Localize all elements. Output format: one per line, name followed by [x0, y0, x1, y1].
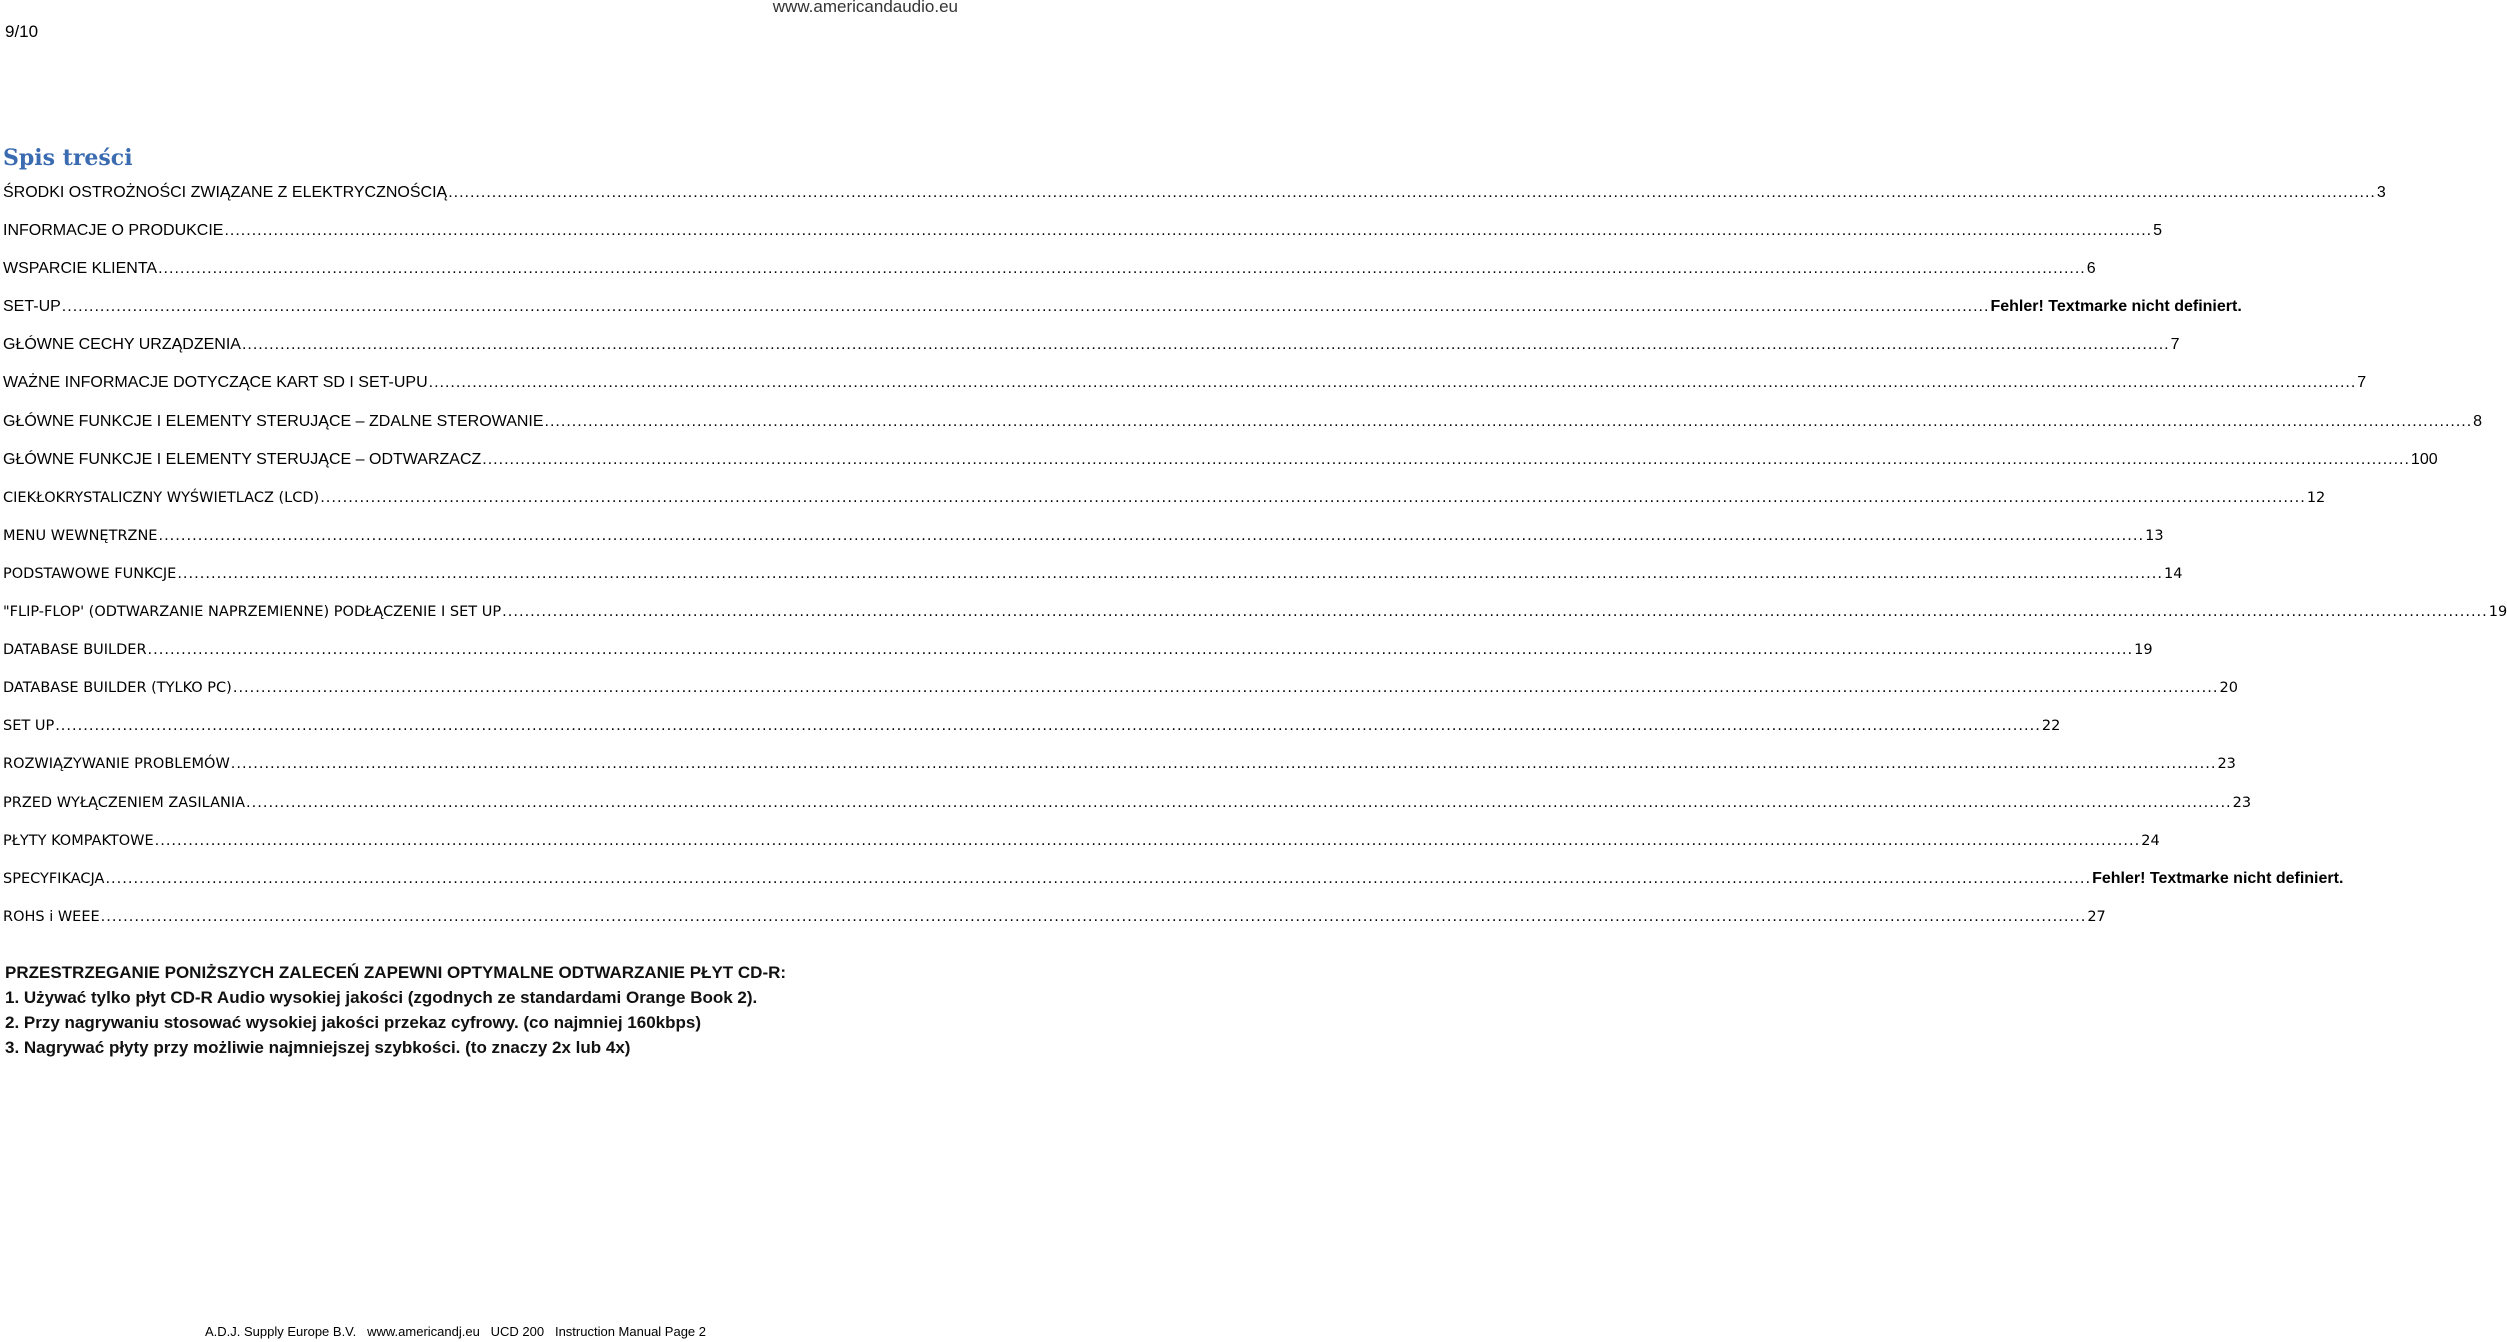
toc-entry[interactable] [3, 745, 2236, 783]
toc-entry[interactable] [3, 593, 2507, 631]
toc-entry[interactable] [3, 288, 2242, 326]
toc-entry-page: 6 [2086, 260, 2096, 278]
toc-entry[interactable] [3, 174, 2386, 212]
toc-entry[interactable] [3, 212, 2163, 250]
toc-entry-label: PŁYTY KOMPAKTOWE [3, 832, 154, 849]
toc-leader-dots [62, 288, 1990, 326]
table-of-contents [3, 174, 2507, 936]
toc-entry-page: 7 [2357, 374, 2367, 392]
toc-entry-page: 100 [2410, 450, 2438, 468]
toc-entry-label: PRZED WYŁĄCZENIEM ZASILANIA [3, 794, 246, 811]
toc-leader-dots [158, 250, 2086, 288]
toc-entry-page: 3 [2376, 184, 2386, 201]
toc-entry[interactable] [3, 898, 2106, 936]
toc-entry-page: 23 [2217, 756, 2236, 773]
toc-entry-label: MENU WEWNĘTRZNE [3, 527, 158, 544]
toc-entry-page-error: Fehler! Textmarke nicht definiert. [1990, 298, 2242, 316]
toc-entry-label: DATABASE BUILDER (TYLKO PC) [3, 680, 232, 697]
toc-leader-dots [429, 364, 2357, 402]
toc-entry[interactable] [3, 479, 2326, 517]
toc-entry-page: 12 [2306, 489, 2326, 506]
toc-leader-dots [224, 212, 2152, 250]
notice-line: 1. Używać tylko płyt CD-R Audio wysokiej jakości (zgodnych ze standardami Orange Book 2). [5, 988, 758, 1007]
toc-entry-page: 27 [2087, 908, 2106, 925]
toc-entry-label: INFORMACJE O PRODUKCIE [3, 222, 224, 240]
notice-line: 3. Nagrywać płyty przy możliwie najmniejszej szybkości. (to znaczy 2x lub 4x) [5, 1038, 631, 1057]
toc-leader-dots [105, 860, 2091, 898]
toc-entry-label: GŁÓWNE FUNKCJE I ELEMENTY STERUJĄCE – ZDALNE STEROWANIE [3, 412, 544, 430]
toc-leader-dots [231, 745, 2217, 783]
toc-leader-dots [101, 898, 2087, 936]
toc-entry-label: ROHS i WEEE [3, 908, 100, 925]
toc-entry-label: WSPARCIE KLIENTA [3, 260, 158, 278]
toc-leader-dots [320, 479, 2306, 517]
toc-entry-label: ŚRODKI OSTROŻNOŚCI ZWIĄZANE Z ELEKTRYCZNOŚCIĄ [3, 184, 448, 201]
notice-heading: PRZESTRZEGANIE PONIŻSZYCH ZALECEŃ ZAPEWNI OPTYMALNE ODTWARZANIE PŁYT CD-R: [5, 963, 787, 982]
toc-leader-dots [158, 517, 2144, 555]
toc-leader-dots [545, 403, 2473, 441]
notice-line: 2. Przy nagrywaniu stosować wysokiej jakości przekaz cyfrowy. (co najmniej 160kbps) [5, 1013, 702, 1032]
toc-entry[interactable] [3, 555, 2183, 593]
toc-entry-label: SET UP [3, 718, 55, 735]
toc-entry-label: PODSTAWOWE FUNKCJE [3, 565, 177, 582]
page-footer: A.D.J. Supply Europe B.V. www.americandj.eu UCD 200 Instruction Manual Page 2 [205, 1324, 706, 1339]
toc-entry-label: SPECYFIKACJA [3, 870, 105, 887]
toc-leader-dots [246, 784, 2232, 822]
toc-entry-label: GŁÓWNE FUNKCJE I ELEMENTY STERUJĄCE – ODTWARZACZ [3, 450, 482, 468]
toc-entry-page: 23 [2232, 794, 2252, 811]
toc-entry-page: 5 [2153, 222, 2163, 240]
toc-entry-label: GŁÓWNE CECHY URZĄDZENIA [3, 336, 241, 354]
toc-entry-page: 20 [2219, 680, 2238, 697]
toc-entry-label: CIEKŁOKRYSTALICZNY WYŚWIETLACZ (LCD) [3, 489, 320, 506]
toc-entry-label: "FLIP-FLOP' (ODTWARZANIE NAPRZEMIENNE) PODŁĄCZENIE I SET UP [3, 604, 502, 621]
toc-title: Spis treści [3, 145, 133, 171]
toc-entry-label: ROZWIĄZYWANIE PROBLEMÓW [3, 756, 230, 773]
toc-entry-page: 19 [2488, 604, 2507, 621]
toc-entry[interactable] [3, 707, 2061, 745]
toc-entry[interactable] [3, 364, 2367, 402]
toc-entry[interactable] [3, 441, 2438, 479]
toc-entry[interactable] [3, 517, 2164, 555]
toc-leader-dots [502, 593, 2488, 631]
toc-leader-dots [155, 822, 2141, 860]
toc-entry-page: 19 [2134, 642, 2153, 659]
toc-leader-dots [448, 174, 2376, 212]
toc-entry[interactable] [3, 669, 2238, 707]
toc-entry-page: 24 [2141, 832, 2160, 849]
toc-entry-page: 14 [2163, 565, 2183, 582]
toc-leader-dots [242, 326, 2170, 364]
toc-entry[interactable] [3, 403, 2483, 441]
toc-entry-label: SET-UP [3, 298, 61, 316]
page-indicator: 9/10 [5, 22, 39, 41]
toc-leader-dots [55, 707, 2041, 745]
site-url-link[interactable]: www.americandaudio.eu [772, 0, 958, 16]
toc-entry[interactable] [3, 326, 2180, 364]
toc-entry[interactable] [3, 631, 2153, 669]
toc-entry[interactable] [3, 822, 2160, 860]
toc-leader-dots [177, 555, 2163, 593]
toc-entry-page: 7 [2170, 336, 2180, 354]
toc-entry[interactable] [3, 250, 2096, 288]
toc-entry[interactable] [3, 784, 2252, 822]
cdr-playback-notice [5, 960, 786, 1060]
toc-entry-label: WAŻNE INFORMACJE DOTYCZĄCE KART SD I SET-UPU [3, 374, 428, 392]
toc-entry[interactable] [3, 860, 2344, 898]
toc-leader-dots [148, 631, 2134, 669]
toc-leader-dots [482, 441, 2410, 479]
toc-entry-page: 13 [2145, 527, 2164, 544]
toc-entry-page: 22 [2041, 718, 2061, 735]
toc-entry-label: DATABASE BUILDER [3, 642, 147, 659]
toc-entry-page-error: Fehler! Textmarke nicht definiert. [2092, 869, 2344, 887]
toc-leader-dots [233, 669, 2219, 707]
toc-entry-page: 8 [2473, 412, 2483, 430]
